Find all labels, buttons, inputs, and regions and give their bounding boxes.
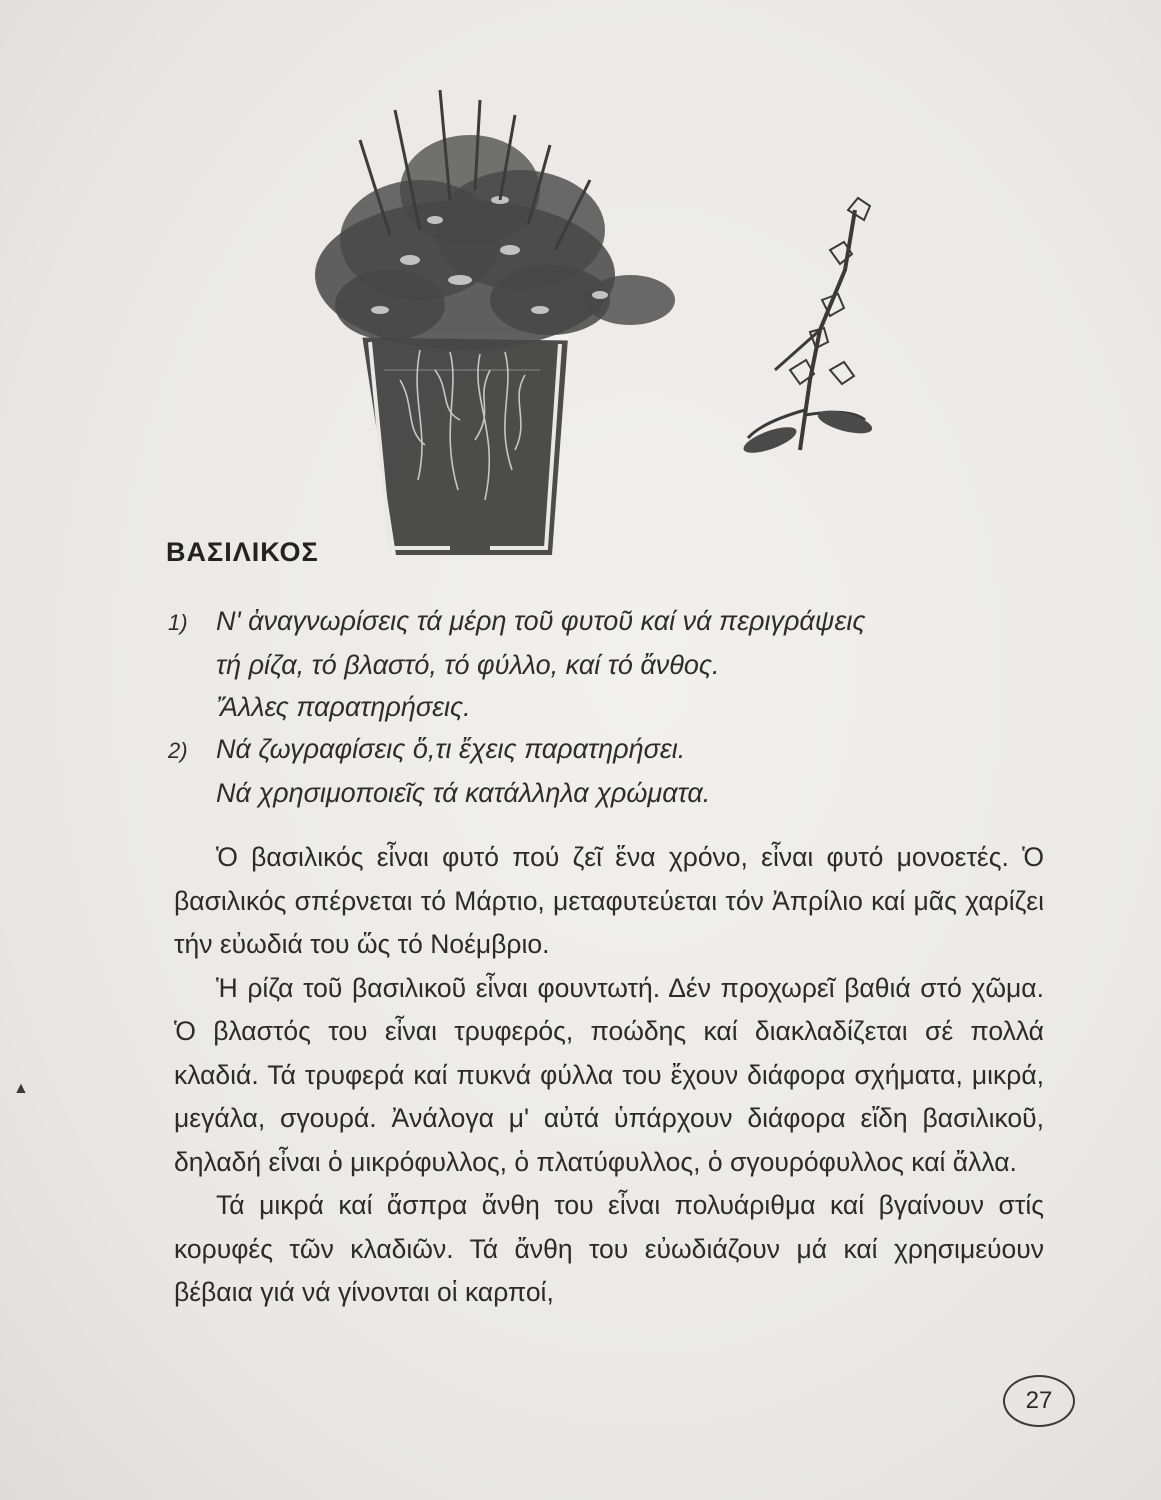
page-number: 27 xyxy=(1003,1375,1075,1427)
paragraph: Ὁ βασιλικός εἶναι φυτό πού ζεῖ ἕνα χρόνο, εἶναι φυτό μονοετές. Ὁ βασιλικός σπέρνεται τό Μάρτιο, μεταφυτεύεται τόν Ἀπρίλιο καί μᾶς χαρίζει τήν εὐωδιά του ὥς τό Νοέμβριο. xyxy=(174,842,1044,959)
exercise-text: Νά ζωγραφίσεις ὅ,τι ἔχεις παρατηρήσει. xyxy=(216,734,686,764)
paragraph: Ἡ ρίζα τοῦ βασιλικοῦ εἶναι φουντωτή. Δέν προχωρεῖ βαθιά στό χῶμα. Ὁ βλαστός του εἶναι τρυφερός, ποώδης καί διακλαδίζεται σέ πολλά κλαδιά. Τά τρυφερά καί πυκνά φύλλα του ἔχουν διάφορα σχήματα, μικρά, μεγάλα, σγουρά. Ἀνάλογα μ' αὐτά ὑπάρχουν διάφορα εἴδη βασιλικοῦ, δηλαδή εἶναι ὁ μικρόφυλλος, ὁ πλατύφυλλος, ὁ σγουρόφυλλος καί ἄλλα. xyxy=(174,972,1044,1177)
exercise-text: Ἄλλες παρατηρήσεις. xyxy=(216,692,471,722)
flowering-sprig xyxy=(741,198,875,458)
exercise-number: 1) xyxy=(168,610,188,635)
page-title: ΒΑΣΙΛΙΚΟΣ xyxy=(166,537,319,567)
paragraph: Τά μικρά καί ἄσπρα ἄνθη του εἶναι πολυάριθμα καί βγαίνουν στίς κορυφές τῶν κλαδιῶν. Τά ἄνθη του εὐωδιάζουν μά καί χρησιμεύουν βέβαια γιά νά γίνονται οἱ καρποί, xyxy=(174,1190,1044,1307)
exercise-number: 2) xyxy=(168,738,188,763)
basil-illustration xyxy=(300,70,880,580)
exercise-list xyxy=(168,600,1048,814)
exercise-item-2 xyxy=(168,728,1048,772)
exercise-text: Νά χρησιμοποιεῖς τά κατάλληλα χρώματα. xyxy=(216,778,711,808)
exercise-text: τή ρίζα, τό βλαστό, τό φύλλο, καί τό ἄνθος. xyxy=(216,650,720,680)
pot xyxy=(362,335,568,555)
exercise-item-1 xyxy=(168,600,1048,644)
exercise-text: Ν' ἀναγνωρίσεις τά μέρη τοῦ φυτοῦ καί νά περιγράψεις xyxy=(216,606,866,636)
body-text xyxy=(174,836,1044,1315)
margin-mark: ▲ xyxy=(13,1080,29,1097)
